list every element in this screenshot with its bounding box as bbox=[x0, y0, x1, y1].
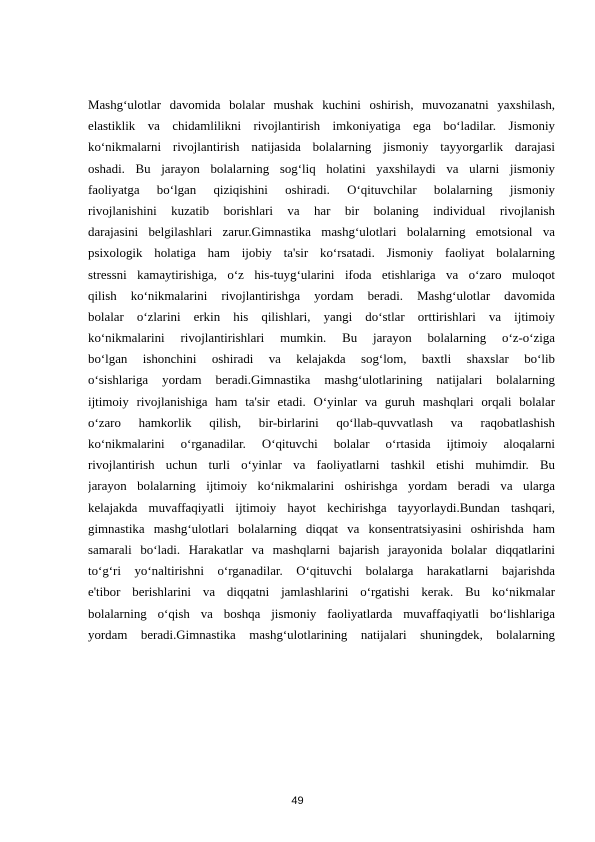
text-line: yordam beradi.Gimnastika mashg‘ulotlarining natijalari shuningdek, bolalarning bbox=[88, 627, 555, 642]
text-line: elastiklik va chidamlilikni rivojlantirish imkoniyatiga ega bo‘ladilar. Jismoniy bbox=[88, 119, 555, 134]
text-line: bolalar o‘zlarini erkin his qilishlari, yangi do‘stlar orttirishlari va ijtimoiy bbox=[88, 309, 555, 324]
text-line: faoliyatga bo‘lgan qiziqishini oshiradi. O‘qituvchilar bolalarning jismoniy bbox=[88, 182, 555, 197]
text-line: ijtimoiy rivojlanishiga ham ta'sir etadi. O‘yinlar va guruh mashqlari orqali bolalar bbox=[88, 394, 555, 409]
text-line: ko‘nikmalarini rivojlantirishlari mumkin. Bu jarayon bolalarning o‘z-o‘ziga bbox=[88, 331, 555, 346]
text-line: kelajakda muvaffaqiyatli ijtimoiy hayot kechirishga tayyorlaydi.Bundan tashqari, bbox=[88, 500, 555, 515]
text-line: ko‘nikmalarni rivojlantirish natijasida bolalarning jismoniy tayyorgarlik darajasi bbox=[88, 140, 555, 155]
text-line: jarayon bolalarning ijtimoiy ko‘nikmalarini oshirishga yordam beradi va ularga bbox=[88, 479, 555, 494]
text-line: oshadi. Bu jarayon bolalarning sog‘liq holatini yaxshilaydi va ularni jismoniy bbox=[88, 161, 555, 176]
text-line: bo‘lgan ishonchini oshiradi va kelajakda sog‘lom, baxtli shaxslar bo‘lib bbox=[88, 352, 555, 367]
text-line: samarali bo‘ladi. Harakatlar va mashqlarni bajarish jarayonida bolalar diqqatlarini bbox=[88, 542, 555, 557]
text-line: gimnastika mashg‘ulotlari bolalarning diqqat va konsentratsiyasini oshirishda ham bbox=[88, 521, 555, 536]
text-line: darajasini belgilashlari zarur.Gimnastika mashg‘ulotlari bolalarning emotsional va bbox=[88, 225, 555, 240]
text-line: e'tibor berishlarini va diqqatni jamlashlarini o‘rgatishi kerak. Bu ko‘nikmalar bbox=[88, 585, 555, 600]
page-number: 49 bbox=[291, 795, 304, 807]
text-line: Mashg‘ulotlar davomida bolalar mushak kuchini oshirish, muvozanatni yaxshilash, bbox=[88, 98, 555, 112]
text-line: o‘zaro hamkorlik qilish, bir-birlarini qo‘llab-quvvatlash va raqobatlashish bbox=[88, 415, 555, 430]
text-line: to‘g‘ri yo‘naltirishni o‘rganadilar. O‘qituvchi bolalarga harakatlarni bajarishda bbox=[88, 564, 555, 579]
text-line: stressni kamaytirishiga, o‘z his-tuyg‘ularini ifoda etishlariga va o‘zaro muloqot bbox=[88, 267, 555, 282]
text-line: o‘sishlariga yordam beradi.Gimnastika mashg‘ulotlarining natijalari bolalarning bbox=[88, 373, 555, 388]
text-line: bolalarning o‘qish va boshqa jismoniy faoliyatlarda muvaffaqiyatli bo‘lishlariga bbox=[88, 606, 555, 621]
text-line: rivojlantirish uchun turli o‘yinlar va faoliyatlarni tashkil etishi muhimdir. Bu bbox=[88, 458, 555, 473]
text-line: rivojlanishini kuzatib borishlari va har bir bolaning individual rivojlanish bbox=[88, 203, 555, 218]
text-line: qilish ko‘nikmalarini rivojlantirishga yordam beradi. Mashg‘ulotlar davomida bbox=[88, 288, 555, 303]
text-line: psixologik holatiga ham ijobiy ta'sir ko‘rsatadi. Jismoniy faoliyat bolalarning bbox=[88, 246, 555, 261]
text-line: ko‘nikmalarini o‘rganadilar. O‘qituvchi bolalar o‘rtasida ijtimoiy aloqalarni bbox=[88, 437, 555, 451]
body-paragraph bbox=[88, 95, 555, 646]
